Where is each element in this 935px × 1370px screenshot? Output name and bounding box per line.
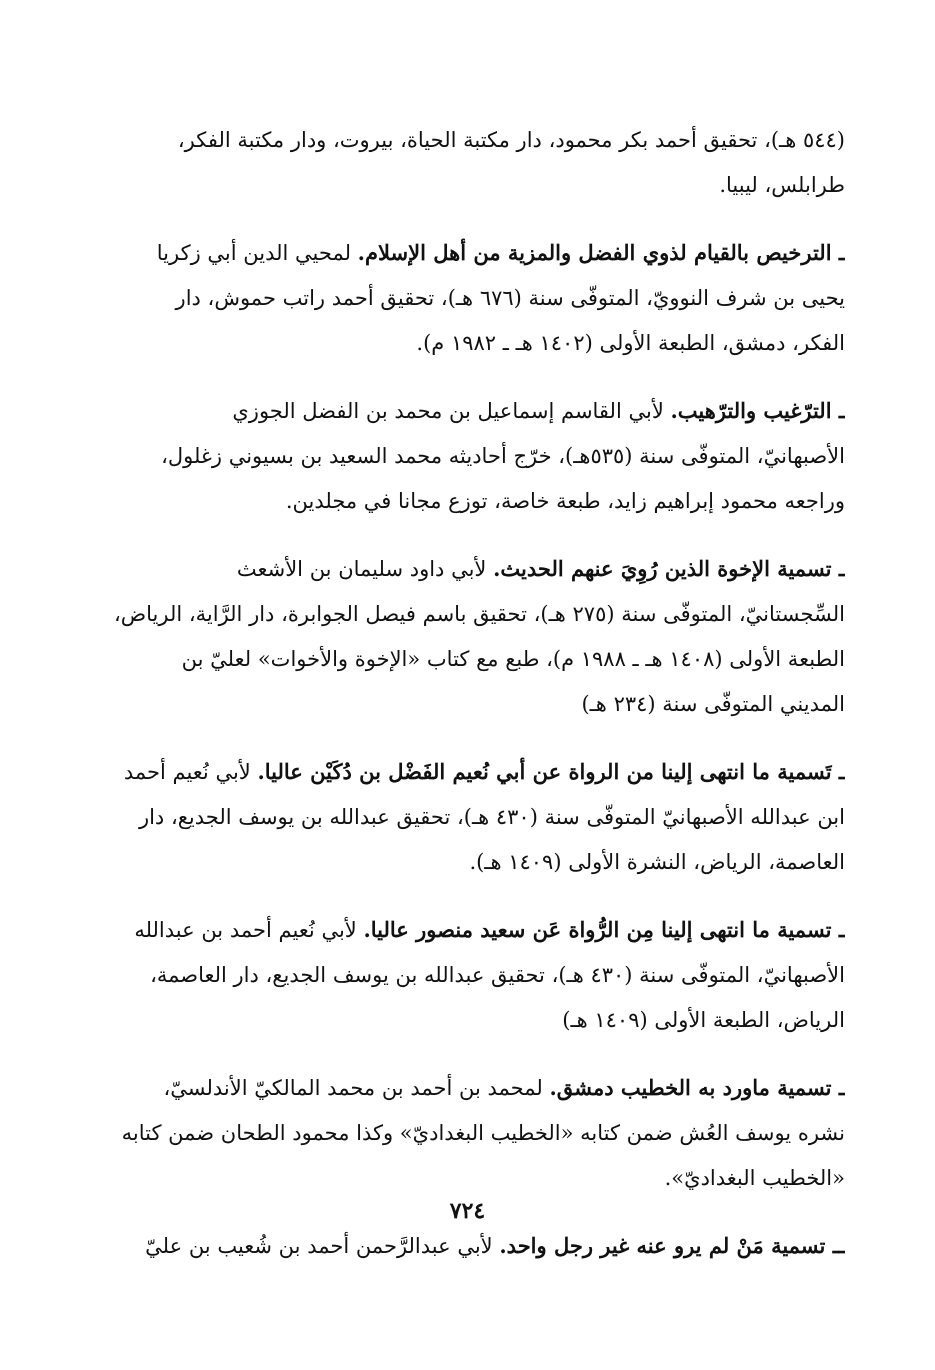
entry-title: ـ تسمية ماورد به الخطيب دمشق. [549,1075,845,1100]
entry-line: الأصبهانيّ، المتوفّى سنة (٥٣٥هـ)، خرّج أحاديثه محمد السعيد بن بسيوني زغلول، [161,444,845,468]
entry-line: المديني المتوفّى سنة (٢٣٤ هـ) [581,692,845,716]
entry-line: السِّجستانيّ، المتوفّى سنة (٢٧٥ هـ)، تحقيق باسم فيصل الجوابرة، دار الرَّاية، الرياض، [113,602,845,626]
entry-title: ـ الترخيص بالقيام لذوي الفضل والمزية من أهل الإسلام. [357,240,845,265]
entry-title: ـ تسمية الإخوة الذين رُوِيَ عنهم الحديث. [493,556,845,581]
entry-author: لأبي نُعيم أحمد بن عبدالله [134,918,357,942]
bibliography-entry-tarkhis [100,230,845,366]
entry-line: (٥٤٤ هـ)، تحقيق أحمد بكر محمود، دار مكتبة الحياة، بيروت، ودار مكتبة الفكر، [177,128,845,152]
entry-first-line [100,388,845,434]
entry-author: لمحيي الدين أبي زكريا [156,241,351,265]
entry-line: الرياض، الطبعة الأولى (١٤٠٩ هـ) [562,1008,845,1032]
bibliography-entry-tasmiya-said-mansur [100,907,845,1043]
entry-title: ــ تسمية مَنْ لم يرو عنه غير رجل واحد. [499,1233,845,1258]
entry-first-line [100,907,845,953]
entry-author: لأبي عبدالرَّحمن أحمد بن شُعيب بن عليّ [145,1234,493,1258]
bibliography-entry-targhib [100,388,845,524]
entry-line: «الخطيب البغداديّ». [664,1166,845,1190]
bibliography-entry-tasmiyat-al-ikhwa [100,546,845,727]
entry-title: ـ تسمية ما انتهى إلينا مِن الرُّواة عَن سعيد منصور عاليا. [363,917,845,942]
entry-title: ـ تَسمية ما انتهى إلينا من الرواة عن أبي نُعيم الفَضْل بن دُكَيْن عاليا. [257,759,845,784]
entry-line: الطبعة الأولى (١٤٠٨ هـ ـ ١٩٨٨ م)، طبع مع كتاب «الإخوة والأخوات» لعليّ بن [181,647,845,671]
entry-line: طرابلس، ليبيا. [719,173,845,197]
entry-line: العاصمة، الرياض، النشرة الأولى (١٤٠٩ هـ). [469,850,845,874]
entry-author: لأبي القاسم إسماعيل بن محمد بن الفضل الجوزي [232,399,664,423]
entry-first-line [100,1223,845,1269]
bibliography-entry-continuation [100,118,845,208]
bibliography-entry-tasmiya-man-lam-yarwi [100,1223,845,1269]
entry-line: الأصبهانيّ، المتوفّى سنة (٤٣٠ هـ)، تحقيق عبدالله بن يوسف الجديع، دار العاصمة، [150,963,845,987]
entry-line: وراجعه محمود إبراهيم زايد، طبعة خاصة، توزع مجانا في مجلدين. [285,489,845,513]
page-number: ٧٢٤ [449,1198,486,1224]
bibliography-entry-tasmiya-abi-nuaym [100,749,845,885]
entry-line: ابن عبدالله الأصبهانيّ المتوفّى سنة (٤٣٠ هـ)، تحقيق عبدالله بن يوسف الجديع، دار [138,805,845,829]
entry-title: ـ الترّغيب والترّهيب. [670,398,845,423]
entry-first-line [100,546,845,592]
entry-line: الفكر، دمشق، الطبعة الأولى (١٤٠٢ هـ ـ ١٩٨٢ م). [416,331,845,355]
bibliography-entry-tasmiya-khatib-dimashq [100,1065,845,1201]
entry-line: نشره يوسف العُش ضمن كتابه «الخطيب البغداديّ» وكذا محمود الطحان ضمن كتابه [121,1121,845,1145]
entry-first-line [100,749,845,795]
entry-author: لمحمد بن أحمد بن محمد المالكيّ الأندلسيّ، [163,1076,543,1100]
entry-author: لأبي داود سليمان بن الأشعث [236,557,487,581]
bibliography-page [100,118,845,1291]
entry-first-line [100,230,845,276]
entry-author: لأبي نُعيم أحمد [123,760,251,784]
entry-first-line [100,1065,845,1111]
entry-line: يحيى بن شرف النوويّ، المتوفّى سنة (٦٧٦ هـ)، تحقيق أحمد راتب حموش، دار [175,286,845,310]
